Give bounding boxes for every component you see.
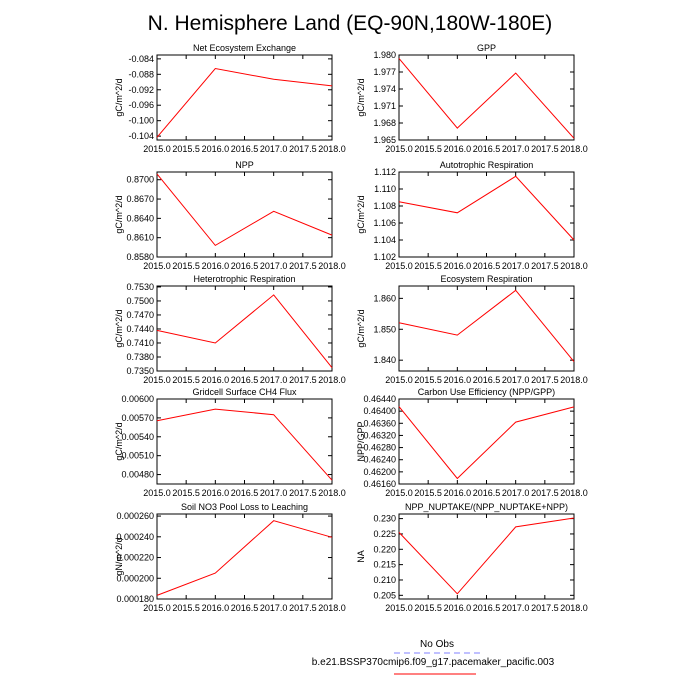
x-tick-label: 2016.0 bbox=[443, 375, 472, 385]
y-tick-label: 1.106 bbox=[373, 218, 396, 228]
x-tick-label: 2015.5 bbox=[414, 375, 442, 385]
x-tick-label: 2017.0 bbox=[501, 375, 530, 385]
x-tick-label: 2015.5 bbox=[414, 488, 442, 498]
x-tick-label: 2017.5 bbox=[531, 488, 559, 498]
panel-title: NPP bbox=[235, 160, 254, 170]
x-tick-label: 2015.5 bbox=[414, 261, 442, 271]
y-tick-label: 0.46400 bbox=[363, 406, 396, 417]
panel-title: Carbon Use Efficiency (NPP/GPP) bbox=[417, 387, 556, 397]
y-axis-label: gC/m^2/d bbox=[114, 78, 124, 117]
y-tick-label: 0.000200 bbox=[116, 573, 154, 584]
y-tick-label: 1.860 bbox=[373, 293, 396, 304]
x-tick-label: 2015.0 bbox=[143, 603, 171, 613]
y-tick-label: 0.7350 bbox=[126, 366, 154, 376]
x-tick-label: 2017.0 bbox=[259, 261, 288, 271]
y-tick-label: 0.7440 bbox=[126, 323, 154, 334]
y-tick-label: 1.840 bbox=[373, 355, 396, 366]
x-tick-label: 2016.5 bbox=[230, 488, 259, 498]
y-tick-label: 0.8610 bbox=[126, 232, 154, 243]
y-tick-label: -0.100 bbox=[128, 115, 154, 126]
y-tick-label: 0.00510 bbox=[121, 450, 154, 461]
x-tick-label: 2015.0 bbox=[143, 488, 171, 498]
panel-title: GPP bbox=[476, 43, 497, 53]
x-tick-label: 2016.5 bbox=[230, 144, 259, 154]
y-tick-label: 0.230 bbox=[373, 513, 396, 524]
y-tick-label: 0.7500 bbox=[126, 295, 154, 306]
x-tick-label: 2017.0 bbox=[259, 375, 288, 385]
x-tick-label: 2016.0 bbox=[201, 261, 230, 271]
x-tick-label: 2016.0 bbox=[443, 603, 472, 613]
x-tick-label: 2017.5 bbox=[289, 488, 317, 498]
y-axis-label: NPP/GPP bbox=[356, 421, 366, 462]
x-tick-label: 2016.0 bbox=[201, 144, 230, 154]
x-tick-label: 2018.0 bbox=[560, 375, 588, 385]
y-tick-label: -0.104 bbox=[128, 131, 154, 142]
x-tick-label: 2015.5 bbox=[172, 488, 200, 498]
y-tick-label: 1.968 bbox=[373, 118, 396, 128]
x-tick-label: 2015.0 bbox=[143, 261, 171, 271]
y-axis-label: gC/m^2/d bbox=[356, 309, 366, 348]
x-tick-label: 2017.5 bbox=[289, 144, 317, 154]
y-tick-label: 0.46320 bbox=[363, 430, 396, 441]
legend-model-label: b.e21.BSSP370cmip6.f09_g17.pacemaker_pacific.003 bbox=[311, 657, 555, 668]
y-tick-label: 0.000260 bbox=[116, 511, 154, 522]
y-tick-label: 0.46360 bbox=[363, 418, 396, 429]
y-axis-label: gC/m^2/d bbox=[114, 195, 124, 234]
y-tick-label: 1.850 bbox=[373, 324, 396, 335]
x-tick-label: 2018.0 bbox=[318, 603, 346, 613]
y-tick-label: -0.092 bbox=[128, 84, 154, 95]
x-tick-label: 2016.5 bbox=[472, 488, 501, 498]
y-tick-label: 1.108 bbox=[373, 201, 396, 211]
x-tick-label: 2018.0 bbox=[560, 603, 588, 613]
y-tick-label: 0.46240 bbox=[363, 454, 396, 465]
x-tick-label: 2015.0 bbox=[143, 375, 171, 385]
x-tick-label: 2015.0 bbox=[385, 603, 413, 613]
x-tick-label: 2016.5 bbox=[472, 603, 501, 613]
x-tick-label: 2016.0 bbox=[443, 261, 472, 271]
x-tick-label: 2015.5 bbox=[414, 603, 442, 613]
x-tick-label: 2017.0 bbox=[259, 144, 288, 154]
y-tick-label: 0.000180 bbox=[116, 594, 154, 604]
y-axis-label: gC/m^2/d bbox=[356, 195, 366, 234]
legend-obs-label: No Obs bbox=[420, 639, 454, 650]
x-tick-label: 2018.0 bbox=[560, 144, 588, 154]
x-tick-label: 2015.5 bbox=[172, 375, 200, 385]
y-tick-label: 0.8640 bbox=[126, 213, 154, 224]
x-tick-label: 2015.5 bbox=[172, 261, 200, 271]
y-tick-label: 0.000240 bbox=[116, 531, 154, 542]
y-tick-label: 1.974 bbox=[373, 84, 396, 94]
x-tick-label: 2017.5 bbox=[531, 261, 559, 271]
x-tick-label: 2016.0 bbox=[201, 488, 230, 498]
y-tick-label: 0.8580 bbox=[126, 252, 154, 262]
y-tick-label: 1.112 bbox=[374, 167, 396, 177]
y-tick-label: 1.977 bbox=[373, 67, 396, 77]
x-tick-label: 2017.0 bbox=[501, 144, 530, 154]
page-title: N. Hemisphere Land (EQ-90N,180W-180E) bbox=[147, 12, 553, 35]
y-axis-label: gC/m^2/d bbox=[114, 422, 124, 461]
x-tick-label: 2015.5 bbox=[414, 144, 442, 154]
panel-title: Heterotrophic Respiration bbox=[193, 274, 296, 284]
y-tick-label: 0.7410 bbox=[126, 337, 154, 348]
y-tick-label: 0.8670 bbox=[126, 194, 154, 205]
y-axis-label: gC/m^2/d bbox=[114, 309, 124, 348]
panel-title: Ecosystem Respiration bbox=[440, 274, 533, 284]
x-tick-label: 2015.0 bbox=[385, 144, 413, 154]
y-tick-label: 0.205 bbox=[373, 590, 396, 601]
x-tick-label: 2016.0 bbox=[443, 488, 472, 498]
panel-title: Net Ecosystem Exchange bbox=[192, 43, 297, 53]
y-tick-label: 0.46280 bbox=[363, 442, 396, 453]
x-tick-label: 2017.0 bbox=[501, 488, 530, 498]
y-tick-label: 0.220 bbox=[373, 544, 396, 555]
y-tick-label: 0.8700 bbox=[126, 174, 154, 185]
y-tick-label: 0.000220 bbox=[116, 552, 154, 563]
panel-title: Gridcell Surface CH4 Flux bbox=[192, 387, 297, 397]
y-tick-label: 1.965 bbox=[373, 135, 396, 145]
panel-title: Soil NO3 Pool Loss to Leaching bbox=[180, 502, 309, 512]
x-tick-label: 2017.0 bbox=[259, 603, 288, 613]
x-tick-label: 2015.0 bbox=[385, 261, 413, 271]
x-tick-label: 2016.5 bbox=[472, 261, 501, 271]
y-tick-label: 1.980 bbox=[373, 50, 396, 60]
y-tick-label: 0.210 bbox=[373, 574, 396, 585]
y-tick-label: 0.00540 bbox=[121, 431, 154, 442]
x-tick-label: 2015.5 bbox=[172, 603, 200, 613]
x-tick-label: 2015.0 bbox=[143, 144, 171, 154]
x-tick-label: 2017.5 bbox=[289, 261, 317, 271]
y-tick-label: 0.00600 bbox=[121, 394, 154, 404]
y-tick-label: 0.225 bbox=[373, 528, 396, 539]
y-tick-label: 0.46440 bbox=[363, 394, 396, 404]
y-tick-label: 0.00480 bbox=[121, 469, 154, 480]
y-tick-label: -0.088 bbox=[128, 69, 154, 80]
x-tick-label: 2016.0 bbox=[201, 603, 230, 613]
x-tick-label: 2017.5 bbox=[531, 144, 559, 154]
x-tick-label: 2015.0 bbox=[385, 488, 413, 498]
y-tick-label: 0.215 bbox=[373, 559, 396, 570]
x-tick-label: 2017.5 bbox=[289, 375, 317, 385]
x-tick-label: 2015.5 bbox=[172, 144, 200, 154]
x-tick-label: 2016.5 bbox=[230, 261, 259, 271]
y-tick-label: 0.7470 bbox=[126, 309, 154, 320]
panel-title: Autotrophic Respiration bbox=[439, 160, 534, 170]
y-axis-label: gN/m^2/d bbox=[114, 537, 124, 576]
x-tick-label: 2018.0 bbox=[560, 488, 588, 498]
panel-title: NPP_NUPTAKE/(NPP_NUPTAKE+NPP) bbox=[405, 502, 568, 512]
y-tick-label: 0.00570 bbox=[121, 412, 154, 423]
x-tick-label: 2016.5 bbox=[472, 375, 501, 385]
x-tick-label: 2017.5 bbox=[289, 603, 317, 613]
x-tick-label: 2018.0 bbox=[318, 488, 346, 498]
y-tick-label: 0.7530 bbox=[126, 281, 154, 292]
y-tick-label: 1.110 bbox=[374, 184, 396, 194]
x-tick-label: 2017.0 bbox=[501, 603, 530, 613]
x-tick-label: 2017.0 bbox=[501, 261, 530, 271]
x-tick-label: 2018.0 bbox=[560, 261, 588, 271]
y-axis-label: NA bbox=[356, 550, 366, 563]
y-tick-label: -0.096 bbox=[128, 100, 154, 111]
x-tick-label: 2015.0 bbox=[385, 375, 413, 385]
x-tick-label: 2017.0 bbox=[259, 488, 288, 498]
x-tick-label: 2016.5 bbox=[472, 144, 501, 154]
x-tick-label: 2016.5 bbox=[230, 375, 259, 385]
y-tick-label: -0.084 bbox=[128, 53, 154, 64]
x-tick-label: 2018.0 bbox=[318, 144, 346, 154]
y-tick-label: 0.46160 bbox=[363, 479, 396, 489]
y-tick-label: 1.971 bbox=[373, 101, 396, 111]
x-tick-label: 2016.5 bbox=[230, 603, 259, 613]
x-tick-label: 2017.5 bbox=[531, 375, 559, 385]
x-tick-label: 2017.5 bbox=[531, 603, 559, 613]
x-tick-label: 2018.0 bbox=[318, 375, 346, 385]
y-tick-label: 0.7380 bbox=[126, 351, 154, 362]
x-tick-label: 2018.0 bbox=[318, 261, 346, 271]
x-tick-label: 2016.0 bbox=[443, 144, 472, 154]
y-tick-label: 1.104 bbox=[373, 235, 396, 245]
y-tick-label: 0.46200 bbox=[363, 466, 396, 477]
y-tick-label: 1.102 bbox=[373, 252, 396, 262]
x-tick-label: 2016.0 bbox=[201, 375, 230, 385]
y-axis-label: gC/m^2/d bbox=[356, 78, 366, 117]
